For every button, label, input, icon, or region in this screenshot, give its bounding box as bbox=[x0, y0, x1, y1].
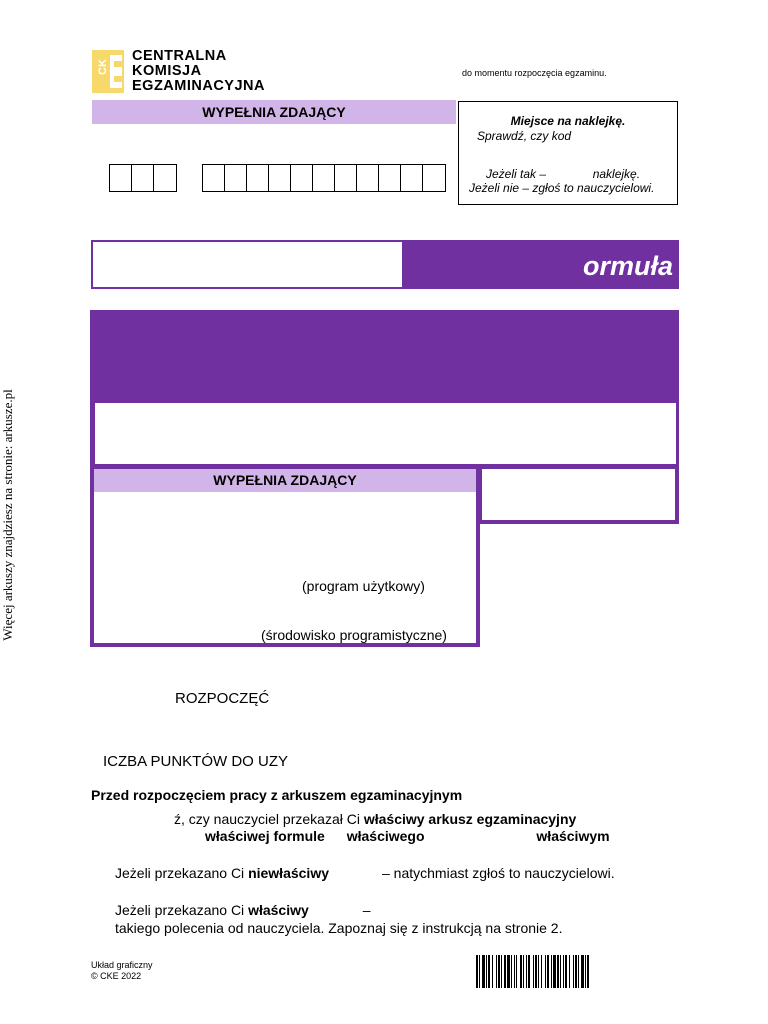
cke-logo bbox=[92, 50, 267, 96]
instruction-text: ź, czy nauczyciel przekazał Ci bbox=[174, 811, 364, 827]
formula-bar bbox=[91, 240, 679, 289]
score-box bbox=[478, 465, 679, 524]
program-label: (program użytkowy) bbox=[302, 578, 425, 594]
points-text: ICZBA PUNKTÓW DO UZY bbox=[103, 753, 289, 770]
logo-text bbox=[132, 49, 265, 94]
sticker-line: Jeżeli tak – naklejkę. bbox=[486, 167, 641, 181]
instruction-text: – bbox=[362, 902, 371, 918]
cke-logo-mark bbox=[92, 50, 124, 93]
instruction-right-sheet-2: takiego polecenia od nauczyciela. Zapoznaj się z instrukcją na stronie 2. bbox=[115, 920, 563, 936]
sticker-title: Miejsce na naklejkę. bbox=[510, 114, 626, 128]
instruction-text: – natychmiast zgłoś to nauczycielowi. bbox=[382, 865, 615, 881]
candidate-code-cells[interactable] bbox=[109, 164, 177, 192]
top-note: do momentu rozpoczęcia egzaminu. bbox=[462, 68, 607, 78]
instruction-bold: właściwej formule bbox=[205, 828, 325, 844]
instructions-heading: Przed rozpoczęciem pracy z arkuszem egzaminacyjnym bbox=[91, 787, 463, 803]
candidate-header-2: WYPEŁNIA ZDAJĄCY bbox=[94, 469, 476, 492]
exam-date-field bbox=[95, 403, 676, 464]
candidate-software-box bbox=[90, 465, 480, 647]
sticker-line: Sprawdź, czy kod bbox=[477, 129, 572, 143]
side-note-text: Więcej arkuszy znajdziesz na stronie: arkusze.pl bbox=[0, 389, 15, 641]
instruction-text: Jeżeli przekazano Ci bbox=[115, 865, 249, 881]
instruction-bold: właściwym bbox=[536, 828, 610, 844]
footer-line: © CKE 2022 bbox=[91, 971, 142, 981]
pesel-cells[interactable] bbox=[202, 164, 446, 192]
barcode bbox=[476, 955, 670, 988]
start-time-text: ROZPOCZĘĆ bbox=[175, 690, 270, 707]
instruction-bold: niewłaściwy bbox=[248, 865, 329, 881]
instruction-check bbox=[174, 811, 576, 827]
logo-line: CENTRALNA bbox=[132, 48, 227, 64]
instruction-right-sheet bbox=[115, 902, 371, 918]
instruction-bold: właściwy arkusz egzaminacyjny bbox=[363, 811, 577, 827]
logo-mark-text: CK bbox=[96, 59, 109, 75]
logo-line: KOMISJA bbox=[132, 63, 202, 79]
formula-title: ormuła bbox=[583, 251, 674, 281]
instruction-check-2 bbox=[205, 828, 610, 844]
sticker-line: Jeżeli nie – zgłoś to nauczycielowi. bbox=[469, 181, 655, 195]
candidate-header: WYPEŁNIA ZDAJĄCY bbox=[92, 100, 456, 124]
footer-credit bbox=[91, 960, 153, 982]
instruction-bold: właściwego bbox=[346, 828, 425, 844]
environment-label: (środowisko programistyczne) bbox=[261, 627, 447, 643]
footer-line: Układ graficzny bbox=[91, 960, 153, 970]
sticker-box bbox=[458, 101, 678, 205]
instruction-text: Jeżeli przekazano Ci bbox=[115, 902, 249, 918]
instruction-bold: właściwy bbox=[248, 902, 309, 918]
exam-title-box bbox=[90, 310, 679, 470]
logo-line: EGZAMINACYJNA bbox=[132, 78, 265, 94]
instruction-wrong-sheet bbox=[115, 865, 615, 881]
